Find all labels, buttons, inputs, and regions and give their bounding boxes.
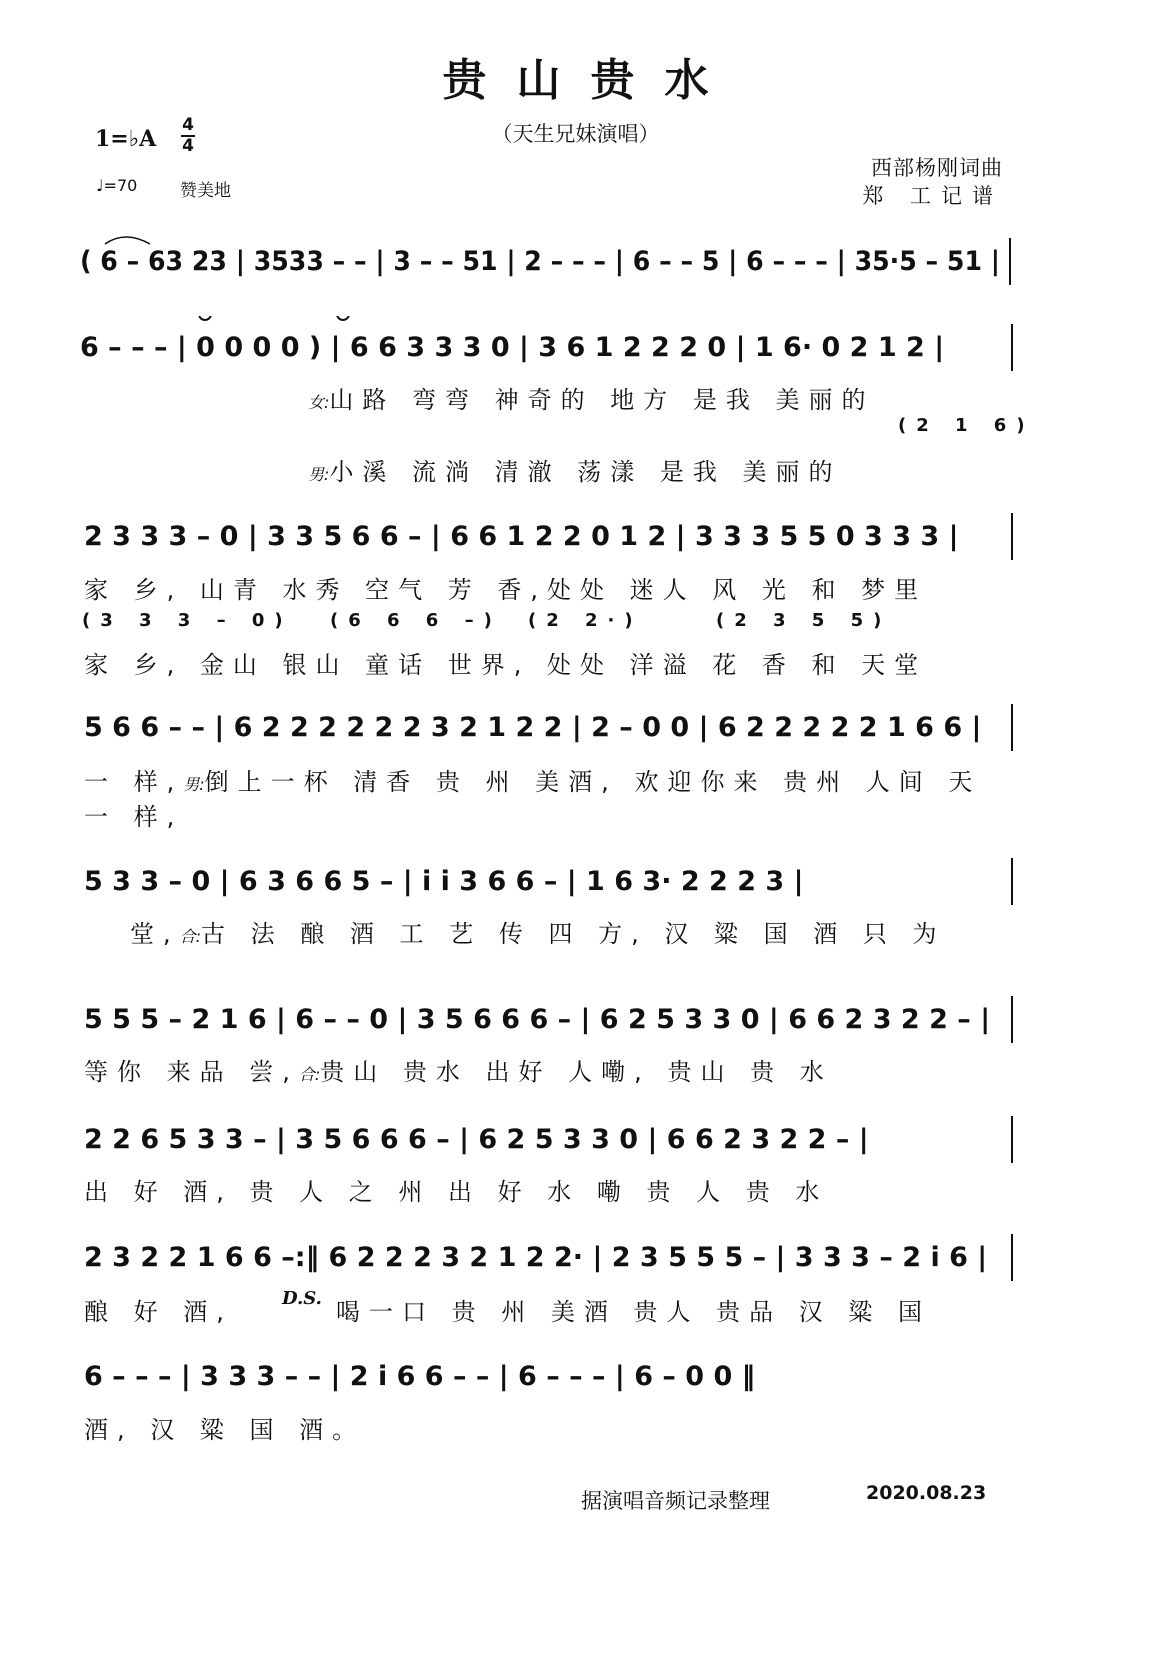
lyric-line-7: 出 好 酒, 贵 人 之 州 出 好 水 嘞 贵 人 贵 水 xyxy=(84,1178,829,1206)
notation-line: ( 6 – 63 23 | 3533 – – | 3 – – 51 | 2 – – – | 6 – – 5 | 6 – – – | 35·5 – 51 | xyxy=(80,246,1000,277)
time-signature-numerator: 4 xyxy=(182,115,194,135)
role-male: 男: xyxy=(183,775,205,794)
lyric-line-4a xyxy=(84,762,981,797)
role-female: 女: xyxy=(308,393,330,412)
dal-segno-marking: D.S. xyxy=(282,1288,322,1309)
notation-line: 2 2 6 5 3 3 – | 3 5 6 6 6 – | 6 2 5 3 3 0 | 6 6 2 3 2 2 – | xyxy=(84,1124,869,1155)
performer-subtitle: （天生兄妹演唱） xyxy=(491,122,660,146)
notation-line: 5 6 6 – – | 6 2 2 2 2 2 2 3 2 1 2 2 | 2 – 0 0 | 6 2 2 2 2 2 1 6 6 | xyxy=(84,712,982,743)
lyric-text: 贵山 贵水 出好 人嘞, 贵山 贵 水 xyxy=(320,1058,833,1086)
notation-system-3 xyxy=(0,505,1151,565)
harmony-parenthetical: (6 6 6 –) xyxy=(330,610,502,631)
lyric-line-4b: 一 样, xyxy=(84,803,184,831)
lyric-line-3a: 家 乡, 山青 水秀 空气 芳 香,处处 迷人 风 光 和 梦里 xyxy=(84,576,928,604)
notation-system-7 xyxy=(0,1108,1151,1168)
lyric-text: 倒上一杯 清香 贵 州 美酒, 欢迎你来 贵州 人间 天 xyxy=(204,768,982,796)
tempo-marking: ♩=70 xyxy=(96,176,138,195)
lyric-text: 山路 弯弯 神奇的 地方 是我 美丽的 xyxy=(329,386,875,414)
lyricist-composer-credit: 西部杨刚词曲 xyxy=(871,156,1003,180)
notation-system-9 xyxy=(0,1345,1151,1405)
role-chorus: 合: xyxy=(179,927,202,946)
lyric-line-8a: 酿 好 酒, xyxy=(84,1298,233,1326)
notation-system-8 xyxy=(0,1226,1151,1286)
role-chorus: 合: xyxy=(298,1065,321,1084)
lyric-line-9: 酒, 汉 粱 国 酒。 xyxy=(84,1416,366,1444)
notation-system-5 xyxy=(0,850,1151,910)
transcription-note: 据演唱音频记录整理 xyxy=(581,1489,770,1513)
notation-system-4 xyxy=(0,696,1151,756)
notation-line: 5 3 3 – 0 | 6 3 6 6 5 – | i i 3 6 6 – | 1 6 3· 2 2 2 3 | xyxy=(84,866,804,897)
harmony-parenthetical: (2 1 6) xyxy=(898,415,1035,436)
lyric-line-5 xyxy=(130,914,945,949)
lyric-line-3b: 家 乡, 金山 银山 童话 世界, 处处 洋溢 花 香 和 天堂 xyxy=(84,651,928,679)
lyric-line-8: 喝一口 贵 州 美酒 贵人 贵品 汉 粱 国 xyxy=(336,1298,932,1326)
notation-line: 5 5 5 – 2 1 6 | 6 – – 0 | 3 5 6 6 6 – | 6 2 5 3 3 0 | 6 6 2 3 2 2 – | xyxy=(84,1004,991,1035)
notation-system-1 xyxy=(0,230,1151,290)
lyric-line-male xyxy=(308,452,842,487)
lyric-text: 等你 来品 尝, xyxy=(84,1058,299,1086)
lyric-line-female xyxy=(308,380,875,415)
lyric-text: 堂, xyxy=(130,920,180,948)
harmony-parenthetical: (2 2·) xyxy=(528,610,643,631)
harmony-parenthetical: (2 3 5 5) xyxy=(716,610,892,631)
key-signature: 1=♭A xyxy=(95,126,157,152)
expression-marking: 赞美地 xyxy=(180,181,231,201)
song-title: 贵山贵水 xyxy=(442,55,739,106)
transcriber-credit: 郑 工记谱 xyxy=(862,184,1003,208)
time-signature xyxy=(181,117,195,155)
time-signature-denominator: 4 xyxy=(182,136,194,156)
segno-coda-icon xyxy=(199,316,349,320)
notation-system-2 xyxy=(0,316,1151,376)
lyric-line-6 xyxy=(84,1052,833,1087)
harmony-parenthetical: (3 3 3 – 0) xyxy=(82,610,293,631)
role-male: 男: xyxy=(308,465,330,484)
lyric-text: 小溪 流淌 清澈 荡漾 是我 美丽的 xyxy=(329,458,842,486)
notation-line: 6 – – – | 3 3 3 – – | 2 i 6 6 – – | 6 – – – | 6 – 0 0 ‖ xyxy=(84,1361,756,1392)
notation-system-6 xyxy=(0,988,1151,1048)
transcription-date: 2020.08.23 xyxy=(866,1482,987,1504)
notation-line: 2 3 2 2 1 6 6 –:‖ 6 2 2 2 3 2 1 2 2· | 2 3 5 5 5 – | 3 3 3 – 2 i 6 | xyxy=(84,1242,988,1273)
lyric-text: 古 法 酿 酒 工 艺 传 四 方, 汉 粱 国 酒 只 为 xyxy=(201,920,946,948)
lyric-text: 一 样, xyxy=(84,768,184,796)
notation-line: 2 3 3 3 – 0 | 3 3 5 6 6 – | 6 6 1 2 2 0 1 2 | 3 3 3 5 5 0 3 3 3 | xyxy=(84,521,959,552)
notation-line: 6 – – – | 0 0 0 0 ) | 6 6 3 3 3 0 | 3 6 1 2 2 2 0 | 1 6· 0 2 1 2 | xyxy=(80,332,945,363)
